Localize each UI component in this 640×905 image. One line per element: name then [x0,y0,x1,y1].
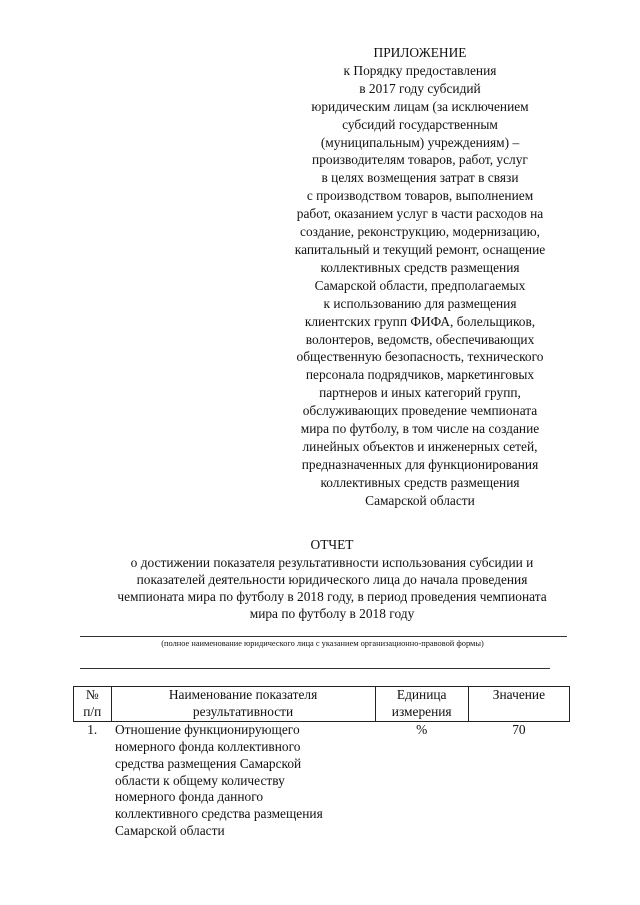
appendix-line: коллективных средств размещения [320,259,520,275]
report-subtitle-line: мира по футболу в 2018 году [249,606,415,621]
appendix-line: клиентских групп ФИФА, болельщиков, [304,313,536,329]
appendix-line: партнеров и иных категорий групп, [319,385,521,401]
appendix-line: Самарской области [365,492,475,508]
indicators-table [73,686,570,840]
appendix-line: к Порядку предоставления [343,62,497,78]
appendix-line: (муниципальным) учреждениям) – [320,134,520,150]
appendix-line: предназначенных для функционирования [301,456,539,472]
appendix-line: капитальный и текущий ремонт, оснащение [294,241,546,257]
appendix-line: работ, оказанием услуг в части расходов на [296,206,544,222]
cell-unit: % [416,721,428,737]
appendix-line: Самарской области, предполагаемых [314,277,526,293]
report-title: ОТЧЕТ [310,537,354,552]
entity-name-blank-line [80,636,567,637]
header-name: Наименование показателя результативности [111,687,375,722]
appendix-line: субсидий государственным [342,116,498,132]
page-mark [42,4,50,12]
appendix-line: к использованию для размещения [323,295,517,311]
report-subtitle-line: показателей деятельности юридического лица до начала проведения [136,572,528,587]
appendix-line: мира по футболу, в том числе на создание [300,421,540,437]
entity-name-caption: (полное наименование юридического лица с указанием организационно-правовой формы) [161,639,484,648]
header-num: № п/п [74,687,112,722]
appendix-line: с производством товаров, выполнением [306,188,534,204]
cell-name: Отношение функционирующего номерного фонда коллективного средства размещения Самарской области к общему количеству номерного фонда данного коллективного средства размещения Самарской области [115,721,323,839]
report-subtitle-line: о достижении показателя результативности использования субсидии и [130,555,534,570]
appendix-line: коллективных средств размещения [320,474,520,490]
table-row [74,721,570,840]
cell-num: 1. [87,721,98,737]
appendix-heading: ПРИЛОЖЕНИЕ [373,45,467,60]
header-value: Значение [468,687,569,722]
header-unit: Единица измерения [375,687,468,722]
appendix-line: персонала подрядчиков, маркетинговых [305,367,535,383]
appendix-block [270,44,570,510]
appendix-line: обслуживающих проведение чемпионата [302,403,538,419]
appendix-line: волонтеров, ведомств, обеспечивающих [305,331,535,347]
report-block [62,536,602,622]
appendix-line: создание, реконструкцию, модернизацию, [300,224,540,240]
appendix-line: линейных объектов и инженерных сетей, [302,438,538,454]
appendix-line: в 2017 году субсидий [359,80,481,96]
appendix-line: в целях возмещения затрат в связи [321,170,519,186]
appendix-line: юридическим лицам (за исключением [311,98,529,114]
appendix-line: производителям товаров, работ, услуг [312,152,528,168]
cell-value: 70 [512,721,526,737]
entity-name-blank-line-2 [80,668,550,669]
appendix-line: общественную безопасность, технического [296,349,544,365]
table-header-row [74,687,570,722]
report-subtitle-line: чемпионата мира по футболу в 2018 году, в период проведения чемпионата [117,589,547,604]
